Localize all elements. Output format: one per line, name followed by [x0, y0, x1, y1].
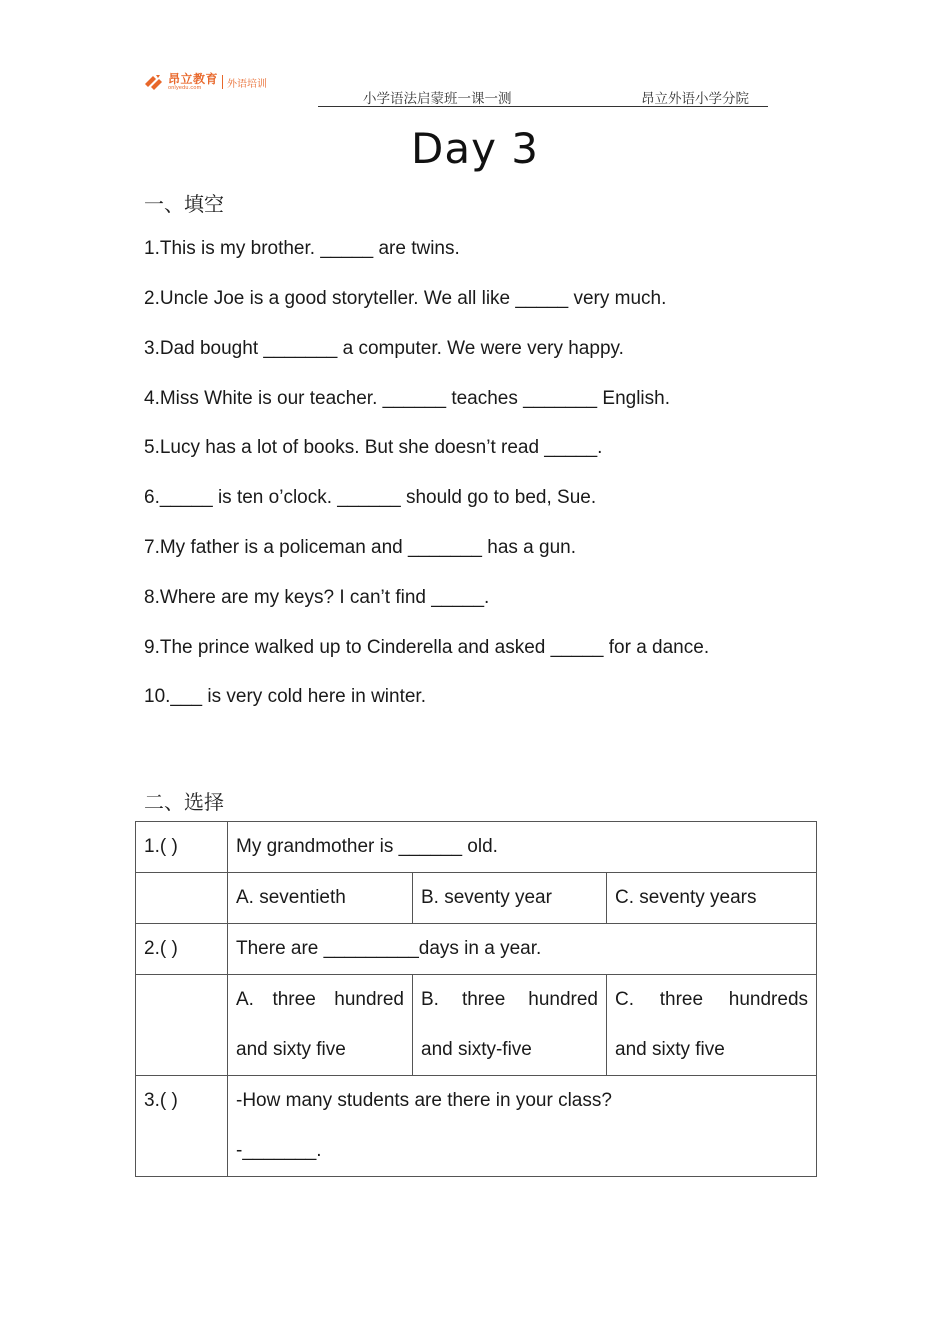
option-line-2: and sixty-five [421, 1039, 532, 1060]
choice-question-3-text: -How many students are there in your class? [236, 1090, 612, 1111]
choice-question-2: There are _________days in a year. [228, 924, 817, 975]
header-course-title: 小学语法启蒙班一课一测 [363, 91, 512, 107]
fill-question-3: 3.Dad bought _______ a computer. We were very happy. [144, 338, 624, 359]
choice-number-3: 3.( ) [136, 1076, 228, 1177]
table-row [136, 924, 817, 975]
fill-question-7: 7.My father is a policeman and _______ has a gun. [144, 537, 577, 558]
choice-question-3-answer: -_______. [236, 1140, 322, 1161]
table-row [136, 822, 817, 873]
choice-table [135, 821, 817, 1177]
section-2-heading: 二、选择 [144, 790, 224, 814]
choice-question-3 [228, 1076, 817, 1177]
fill-question-6: 6._____ is ten o’clock. ______ should go to bed, Sue. [144, 487, 597, 508]
empty-cell [136, 873, 228, 924]
table-row [136, 975, 817, 1076]
page-title: Day 3 [410, 124, 539, 173]
choice-2-option-b [413, 975, 607, 1076]
option-letter: C. [615, 989, 634, 1010]
choice-2-option-a [228, 975, 413, 1076]
logo-url: onlyedu.com [168, 84, 202, 91]
option-word: hundreds [728, 989, 809, 1010]
option-letter: B. [421, 989, 439, 1010]
section-1-heading: 一、填空 [144, 192, 224, 216]
fill-question-8: 8.Where are my keys? I can’t find _____. [144, 587, 490, 608]
onlyedu-logo-icon [143, 72, 165, 92]
option-word: three [461, 989, 506, 1010]
logo [143, 70, 267, 94]
option-word: three [272, 989, 316, 1010]
fill-question-9: 9.The prince walked up to Cinderella and asked _____ for a dance. [144, 637, 710, 658]
choice-1-option-b: B. seventy year [413, 873, 607, 924]
option-word: hundred [334, 989, 404, 1010]
choice-1-option-a: A. seventieth [228, 873, 413, 924]
table-row [136, 1076, 817, 1177]
choice-number-2: 2.( ) [136, 924, 228, 975]
option-line-2: and sixty five [236, 1039, 346, 1060]
fill-question-10: 10.___ is very cold here in winter. [144, 686, 426, 707]
fill-question-2: 2.Uncle Joe is a good storyteller. We all like _____ very much. [144, 288, 667, 309]
choice-2-option-c [607, 975, 817, 1076]
choice-number-1: 1.( ) [136, 822, 228, 873]
option-word: hundred [528, 989, 598, 1010]
choice-1-option-c: C. seventy years [607, 873, 817, 924]
fill-question-1: 1.This is my brother. _____ are twins. [144, 238, 460, 259]
logo-subtitle: 外语培训 [227, 78, 268, 90]
choice-question-1: My grandmother is ______ old. [228, 822, 817, 873]
option-line-2: and sixty five [615, 1039, 725, 1060]
table-row [136, 873, 817, 924]
fill-question-4: 4.Miss White is our teacher. ______ teaches _______ English. [144, 388, 670, 409]
option-word: three [659, 989, 704, 1010]
fill-question-5: 5.Lucy has a lot of books. But she doesn’t read _____. [144, 437, 603, 458]
page-header [318, 86, 768, 107]
logo-brand: 昂立教育 [168, 71, 219, 86]
empty-cell [136, 975, 228, 1076]
header-school-name: 昂立外语小学分院 [641, 91, 749, 107]
option-letter: A. [236, 989, 254, 1010]
logo-divider [222, 75, 223, 89]
